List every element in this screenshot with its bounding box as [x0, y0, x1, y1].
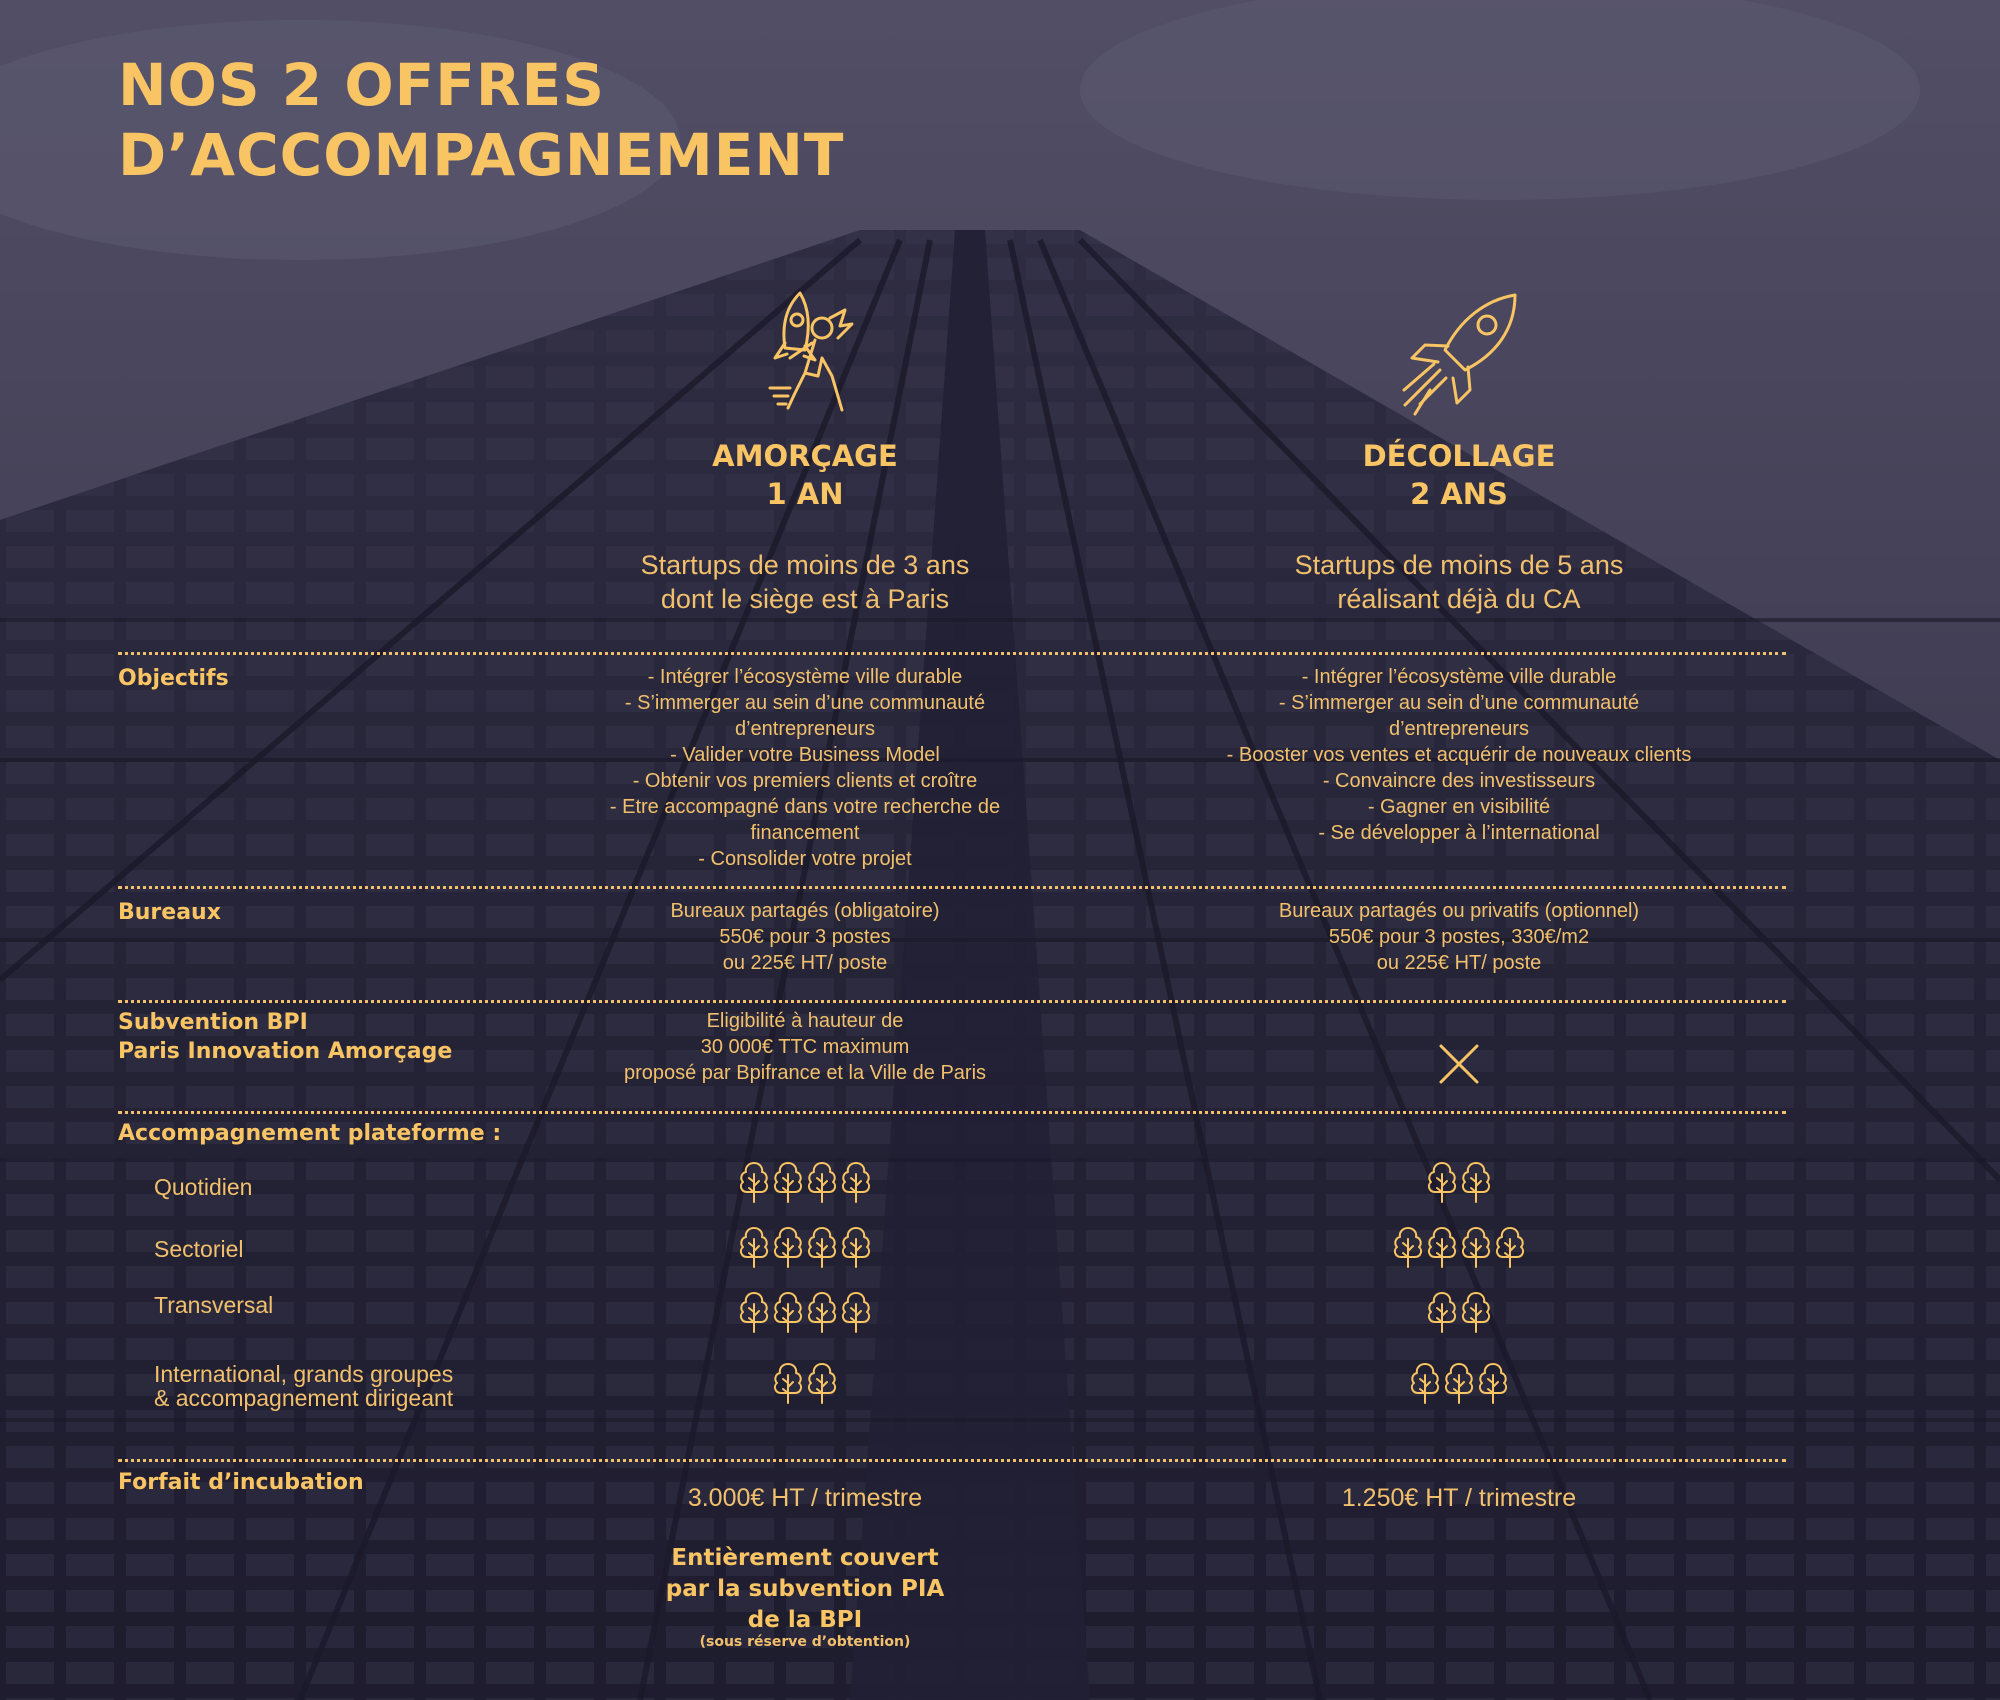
rocket-icon	[1390, 290, 1530, 420]
offer-name-decollage	[1159, 437, 1759, 513]
list-item: - Consolider votre projet	[698, 848, 912, 870]
tree-icon	[805, 1160, 839, 1204]
level-sectoriel-amorcage	[505, 1225, 1105, 1271]
sub-label-international	[154, 1362, 453, 1410]
row-label-line: Paris Innovation Amorçage	[118, 1039, 453, 1064]
forfait-price-decollage: 1.250€ HT / trimestre	[1341, 1484, 1577, 1512]
offer-desc-line: dont le siège est à Paris	[660, 584, 950, 614]
astronaut-rocket-icon	[760, 288, 860, 418]
row-divider	[118, 1459, 1786, 1462]
list-item: - Valider votre Business Model	[670, 744, 940, 766]
tree-icon	[1408, 1361, 1442, 1405]
tree-icon	[805, 1225, 839, 1269]
offer-desc-line: Startups de moins de 3 ans	[640, 550, 970, 580]
offer-duration-amorcage: 1 AN	[766, 477, 844, 511]
tree-icon	[1493, 1225, 1527, 1269]
list-item: - Se développer à l’international	[1318, 822, 1600, 844]
row-label-plateforme: Accompagnement plateforme :	[118, 1121, 502, 1146]
level-quotidien-amorcage	[505, 1160, 1105, 1206]
offer-desc-line: réalisant déjà du CA	[1337, 584, 1581, 614]
list-item: financement	[750, 822, 860, 844]
offer-title-decollage: DÉCOLLAGE	[1362, 439, 1556, 473]
cell-line: proposé par Bpifrance et la Ville de Paris	[623, 1062, 987, 1084]
tree-icon	[1391, 1225, 1425, 1269]
row-divider	[118, 652, 1786, 655]
tree-icon	[1425, 1225, 1459, 1269]
row-divider	[118, 1000, 1786, 1003]
row-label-bureaux: Bureaux	[118, 900, 221, 925]
row-label-objectifs: Objectifs	[118, 666, 229, 691]
level-international-decollage	[1159, 1361, 1759, 1407]
covered-line: par la subvention PIA	[665, 1576, 945, 1602]
level-transversal-decollage	[1159, 1290, 1759, 1336]
tree-icon	[1476, 1361, 1510, 1405]
list-item: d’entrepreneurs	[1388, 718, 1530, 740]
offer-desc-line: Startups de moins de 5 ans	[1294, 550, 1624, 580]
forfait-price-amorcage: 3.000€ HT / trimestre	[687, 1484, 923, 1512]
sub-label-line: International, grands groupes	[154, 1361, 454, 1387]
cell-line: ou 225€ HT/ poste	[1376, 952, 1542, 974]
sub-label-quotidien: Quotidien	[154, 1174, 253, 1200]
tree-icon	[1425, 1290, 1459, 1334]
tree-icon	[737, 1290, 771, 1334]
subvention-amorcage	[505, 1008, 1105, 1086]
objectifs-amorcage-list	[505, 664, 1105, 872]
row-label-line: Subvention BPI	[118, 1010, 308, 1035]
page-title	[118, 50, 845, 190]
list-item: - Gagner en visibilité	[1367, 796, 1551, 818]
tree-icon	[1442, 1361, 1476, 1405]
tree-icon	[771, 1361, 805, 1405]
sub-label-transversal: Transversal	[154, 1292, 274, 1318]
list-item: - Convaincre des investisseurs	[1322, 770, 1596, 792]
cell-line: ou 225€ HT/ poste	[722, 952, 888, 974]
tree-icon	[737, 1225, 771, 1269]
list-item: - S’immerger au sein d’une communauté	[1278, 692, 1640, 714]
cell-line: 550€ pour 3 postes	[719, 926, 891, 948]
row-label-subvention	[118, 1008, 452, 1066]
cell-line: Bureaux partagés (obligatoire)	[670, 900, 940, 922]
cell-line: 30 000€ TTC maximum	[700, 1036, 910, 1058]
level-quotidien-decollage	[1159, 1160, 1759, 1206]
tree-icon	[839, 1160, 873, 1204]
sub-label-line: & accompagnement dirigeant	[154, 1385, 454, 1411]
tree-icon	[737, 1160, 771, 1204]
page-title-line-2: D’ACCOMPAGNEMENT	[118, 121, 845, 189]
forfait-reserve-note: (sous réserve d’obtention)	[699, 1634, 911, 1650]
list-item: - Etre accompagné dans votre recherche de	[609, 796, 1001, 818]
offer-desc-amorcage	[505, 548, 1105, 616]
cell-line: Bureaux partagés ou privatifs (optionnel)	[1278, 900, 1640, 922]
tree-icon	[1425, 1160, 1459, 1204]
bureaux-decollage	[1159, 898, 1759, 976]
row-divider	[118, 886, 1786, 889]
tree-icon	[1459, 1225, 1493, 1269]
offer-duration-decollage: 2 ANS	[1410, 477, 1508, 511]
list-item: - Booster vos ventes et acquérir de nouveaux clients	[1226, 744, 1692, 766]
tree-icon	[771, 1160, 805, 1204]
covered-line: de la BPI	[747, 1607, 863, 1633]
level-transversal-amorcage	[505, 1290, 1105, 1336]
objectifs-decollage-list	[1159, 664, 1759, 846]
tree-icon	[839, 1290, 873, 1334]
cross-icon	[1438, 1043, 1480, 1085]
tree-icon	[839, 1225, 873, 1269]
bureaux-amorcage	[505, 898, 1105, 976]
offer-title-amorcage: AMORÇAGE	[712, 439, 898, 473]
cell-line: 550€ pour 3 postes, 330€/m2	[1328, 926, 1590, 948]
list-item: - Intégrer l’écosystème ville durable	[647, 666, 963, 688]
covered-line: Entièrement couvert	[671, 1545, 939, 1571]
list-item: - Obtenir vos premiers clients et croître	[632, 770, 978, 792]
offer-name-amorcage	[505, 437, 1105, 513]
tree-icon	[1459, 1290, 1493, 1334]
level-sectoriel-decollage	[1159, 1225, 1759, 1271]
tree-icon	[805, 1290, 839, 1334]
row-divider	[118, 1111, 1786, 1114]
page-title-line-1: NOS 2 OFFRES	[118, 51, 605, 119]
tree-icon	[771, 1225, 805, 1269]
offer-desc-decollage	[1159, 548, 1759, 616]
list-item: - S’immerger au sein d’une communauté	[624, 692, 986, 714]
tree-icon	[1459, 1160, 1493, 1204]
level-international-amorcage	[505, 1361, 1105, 1407]
forfait-covered-note	[505, 1543, 1105, 1636]
list-item: - Intégrer l’écosystème ville durable	[1301, 666, 1617, 688]
tree-icon	[771, 1290, 805, 1334]
list-item: d’entrepreneurs	[734, 718, 876, 740]
tree-icon	[805, 1361, 839, 1405]
row-label-forfait: Forfait d’incubation	[118, 1470, 364, 1495]
cell-line: Eligibilité à hauteur de	[706, 1010, 904, 1032]
sub-label-sectoriel: Sectoriel	[154, 1236, 244, 1262]
